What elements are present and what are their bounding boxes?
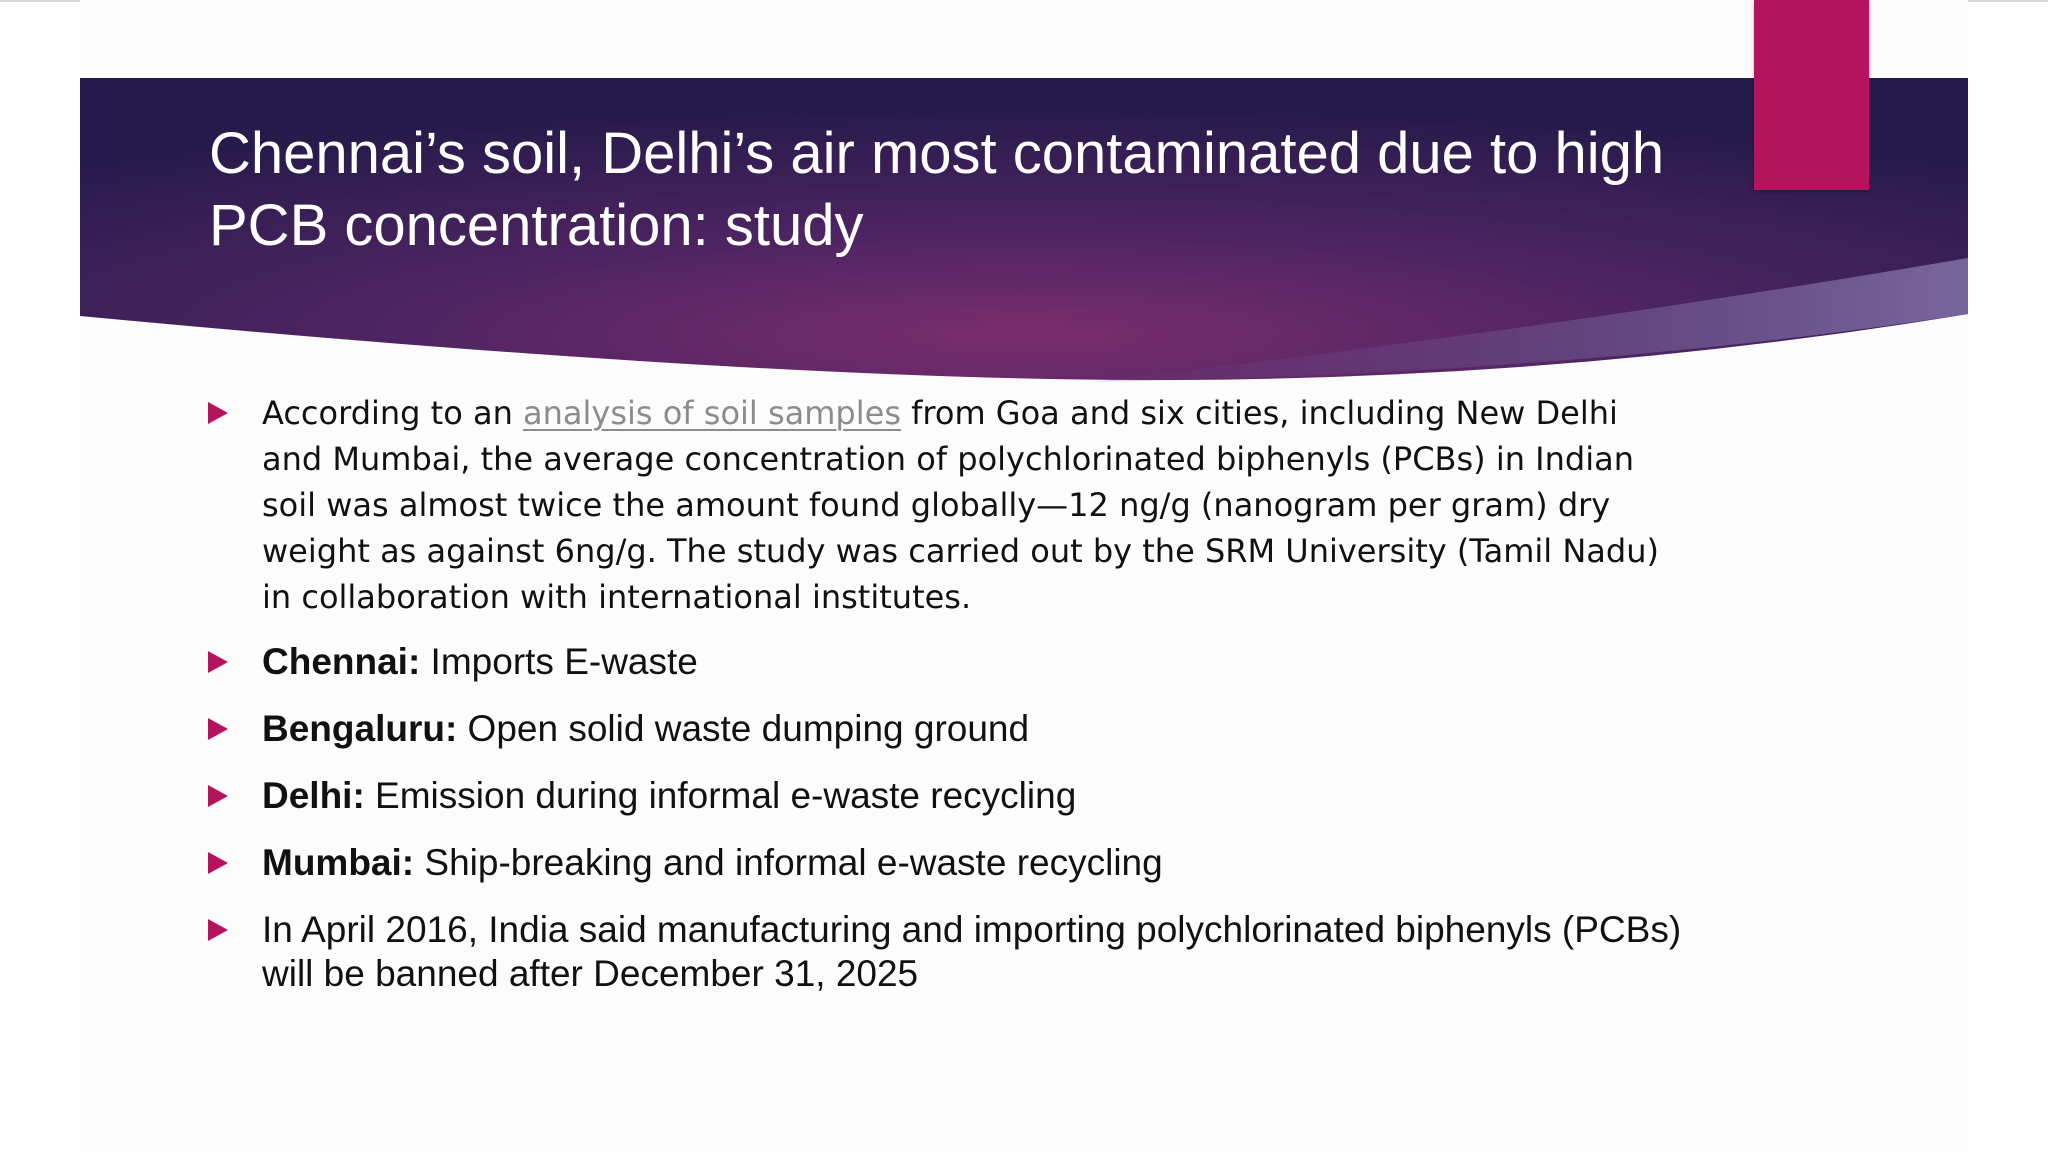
triangle-bullet-icon: [208, 785, 228, 807]
triangle-bullet-icon: [208, 919, 228, 941]
city-description: Imports E-waste: [420, 641, 698, 682]
city-description: Open solid waste dumping ground: [457, 708, 1030, 749]
bullet-delhi: [204, 774, 1684, 818]
bullet-ban-note: [204, 908, 1684, 996]
soil-analysis-link[interactable]: analysis of soil samples: [523, 394, 901, 432]
city-name: Delhi:: [262, 775, 365, 816]
bullet-bengaluru: [204, 707, 1684, 751]
city-description: Ship-breaking and informal e-waste recycling: [414, 842, 1163, 883]
bullet-chennai: [204, 640, 1684, 684]
triangle-bullet-icon: [208, 651, 228, 673]
city-name: Mumbai:: [262, 842, 415, 883]
bullet-intro: [204, 390, 1684, 620]
ban-note-text: In April 2016, India said manufacturing and importing polychlorinated biphenyls (PCBs) will be banned after December 31, 2025: [262, 909, 1682, 994]
triangle-bullet-icon: [208, 402, 228, 424]
city-description: Emission during informal e-waste recycling: [364, 775, 1077, 816]
city-name: Chennai:: [262, 641, 421, 682]
triangle-bullet-icon: [208, 718, 228, 740]
intro-text: from Goa and six cities, including New Delhi and Mumbai, the average concentration of polychlorinated biphenyls (PCBs) in Indian soil was almost twice the amount found globally—12 ng/g (nanogram per gram) dry weight as against 6ng/g. The study was carried out by the SRM University (Tamil Nadu) in collaboration with international institutes.: [262, 394, 1659, 616]
triangle-bullet-icon: [208, 852, 228, 874]
slide-title: Chennai’s soil, Delhi’s air most contaminated due to high PCB concentration: study: [209, 121, 1665, 258]
intro-prefix: According to an: [262, 394, 524, 432]
bullet-list: [204, 390, 1684, 996]
city-name: Bengaluru:: [262, 708, 458, 749]
bullet-mumbai: [204, 841, 1684, 885]
accent-tab: [1754, 0, 1869, 190]
